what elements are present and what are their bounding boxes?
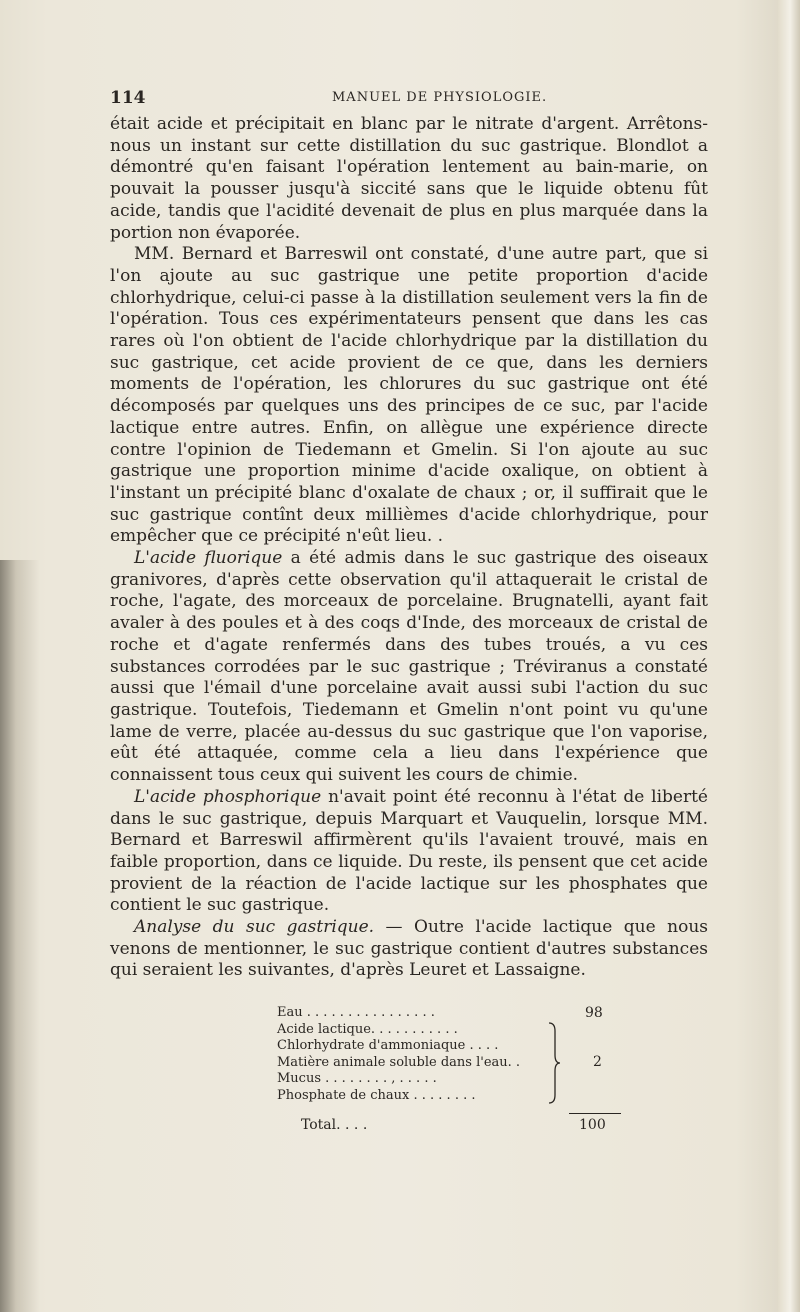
table-row xyxy=(277,1071,657,1088)
composition-table xyxy=(277,1005,657,1133)
page-edge-stain xyxy=(0,560,40,1312)
paragraph xyxy=(110,244,708,548)
page-right-edge xyxy=(778,0,800,1312)
table-row xyxy=(277,1038,657,1055)
paragraph-lead-italic: Analyse du suc gastrique. xyxy=(134,917,375,938)
table-row xyxy=(277,1088,657,1105)
paragraph xyxy=(110,114,708,244)
table-row xyxy=(277,1022,657,1039)
paragraph xyxy=(110,787,708,917)
paragraph-text: — Outre l'acide lactique que nous venons de mentionner, le suc gastrique contient d'autres substances qui seraient les suivantes, d'après Leuret et Lassaigne. xyxy=(110,917,708,981)
component-value: 98 xyxy=(585,1005,603,1021)
page-header xyxy=(110,88,710,114)
component-label: Eau . . . . . . . . . . . . . . . . xyxy=(277,1005,435,1020)
component-label: Matière animale soluble dans l'eau. . xyxy=(277,1054,521,1070)
paragraph xyxy=(110,917,708,982)
component-label: Phosphate de chaux . . . . . . . . xyxy=(277,1087,476,1103)
component-label: Acide lactique. . . . . . . . . . . xyxy=(277,1021,458,1037)
paragraph-text: n'avait point été reconnu à l'état de liberté dans le suc gastrique, depuis Marquart et Vauquelin, lorsque MM. Bernard et Barreswil affirmèrent qu'ils l'avaient trouvé, mais en faible proportion, dans ce liquide. Du reste, ils pensent que cet acide provient de la réaction de l'acide lactique sur les phosphates que contient le suc gastrique. xyxy=(110,786,708,916)
body-text xyxy=(110,114,708,982)
running-head: MANUEL DE PHYSIOLOGIE. xyxy=(332,90,548,105)
paragraph-lead-italic: L'acide phosphorique xyxy=(134,786,322,807)
total-value: 100 xyxy=(579,1117,606,1133)
total-label: Total. . . . xyxy=(301,1117,368,1133)
paragraph-lead-italic: L'acide fluorique xyxy=(134,548,283,569)
table-row xyxy=(277,1005,657,1022)
page-number: 114 xyxy=(110,88,146,108)
paragraph-text: MM. Bernard et Barreswil ont constaté, d'une autre part, que si l'on ajoute au suc gastrique une petite proportion d'acide chlorhydrique, celui-ci passe à la distillation seulement vers la fin de l'opération. Tous ces expérimentateurs pensent que dans les cas rares où l'on obtient de l'acide chlorhydrique par la distillation du suc gastrique, cet acide provient de ce que, dans les derniers moments de l'opération, les chlorures du suc gastrique ont été décomposés par quelques uns des principes de ce suc, par l'acide lactique entre autres. Enfin, on allègue une expérience directe contre l'opinion de Tiedemann et Gmelin. Si l'on ajoute au suc gastrique une proportion minime d'acide oxalique, on obtient à l'instant un précipité blanc d'oxalate de chaux ; or, il suffirait que le suc gastrique contînt deux millièmes d'acide chlorhydrique, pour empêcher que ce précipité n'eût lieu. . xyxy=(110,244,708,547)
paragraph-text: était acide et précipitait en blanc par le nitrate d'argent. Arrêtons-nous un instant sur cette distillation du suc gastrique. Blondlot a démontré qu'en faisant l'opération lentement au bain-marie, on pouvait la pousser jusqu'à siccité sans que le liquide obtenu fût acide, tandis que l'acidité devenait de plus en plus marquée dans la portion non évaporée. xyxy=(110,114,708,243)
total-rule xyxy=(569,1113,621,1114)
paragraph xyxy=(110,548,708,787)
component-label: Mucus . . . . . . . . , . . . . . xyxy=(277,1071,437,1086)
grouped-value: 2 xyxy=(593,1054,602,1070)
component-label: Chlorhydrate d'ammoniaque . . . . xyxy=(277,1038,499,1053)
right-brace xyxy=(547,1021,561,1105)
paragraph-text: a été admis dans le suc gastrique des oiseaux granivores, d'après cette observation qu'il attaquerait le cristal de roche, l'agate, des morceaux de porcelaine. Brugnatelli, ayant fait avaler à des poules et à des coqs d'Inde, des morceaux de cristal de roche et d'agate renfermés dans des tubes troués, a vu ces substances corrodées par le suc gastrique ; Tréviranus a constaté aussi que l'émail d'une porcelaine avait aussi subi l'action du suc gastrique. Toutefois, Tiedemann et Gmelin n'ont point vu qu'une lame de verre, placée au-dessus du suc gastrique que l'on vaporise, eût été attaquée, comme cela a lieu dans l'expérience que connaissent tous ceux qui suivent les cours de chimie. xyxy=(110,548,708,786)
